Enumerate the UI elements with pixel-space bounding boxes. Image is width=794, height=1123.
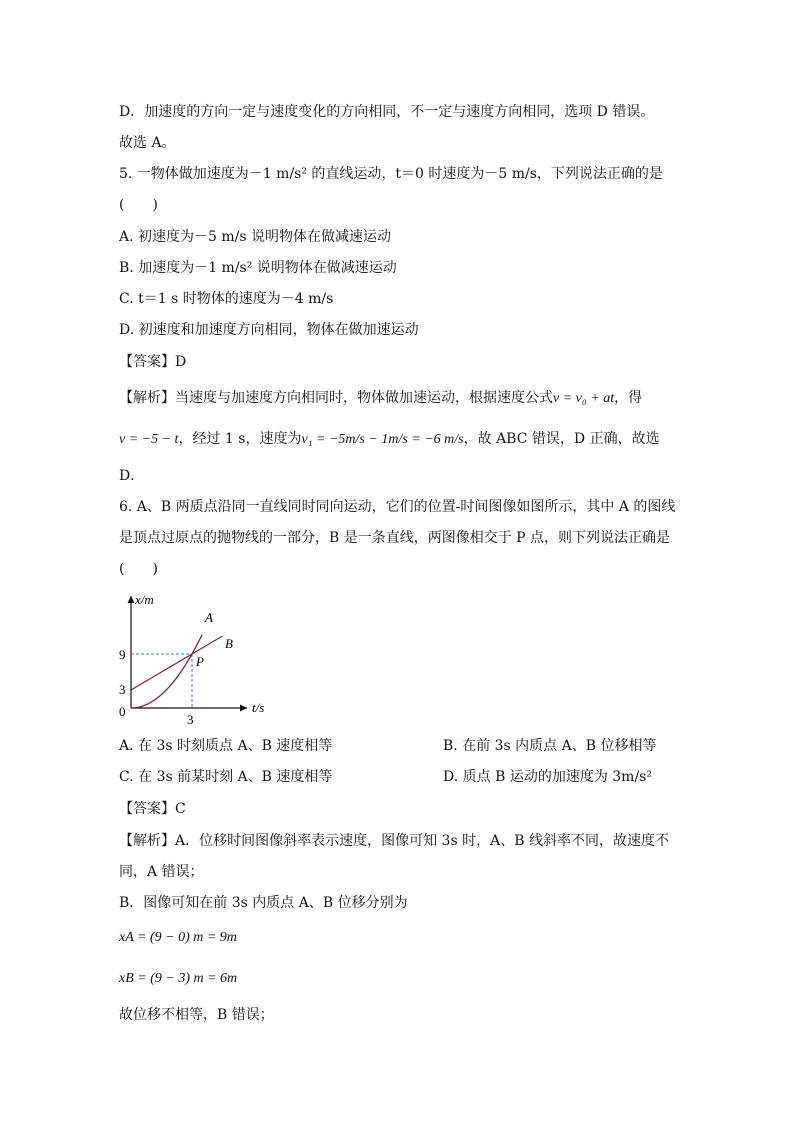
line-b xyxy=(131,636,223,690)
analysis-line: 同，A 错误； xyxy=(119,864,204,880)
option-b: B. 在前 3s 内质点 A、B 位移相等 xyxy=(443,738,657,754)
option-c: C. t＝1 s 时物体的速度为－4 m/s xyxy=(119,291,334,307)
analysis-line xyxy=(119,388,642,409)
curve-a xyxy=(131,635,202,709)
option-b: B. 加速度为－1 m/s² 说明物体在做减速运动 xyxy=(119,260,397,276)
origin-label: 0 xyxy=(119,704,126,719)
analysis-line: 故位移不相等，B 错误； xyxy=(119,1007,274,1023)
answer-blank: ( ) xyxy=(119,197,158,213)
position-time-graph xyxy=(115,590,275,730)
velocity-function: v = −5 − t xyxy=(119,432,179,447)
displacement-b-formula: xB = (9 − 3) m = 6m xyxy=(119,971,238,986)
label-p: P xyxy=(196,654,204,669)
answer-blank: ( ) xyxy=(119,561,158,577)
answer-label: 【答案】C xyxy=(119,801,186,817)
question-6-stem: 是顶点过原点的抛物线的一部分，B 是一条直线，两图像相交于 P 点，则下列说法正确是 xyxy=(119,530,671,546)
analysis-line: D． xyxy=(119,468,145,484)
answer-label: 【答案】D xyxy=(119,354,187,370)
analysis-text: ，故 ABC 错误，D 正确，故选 xyxy=(463,431,660,447)
x-axis-label: t/s xyxy=(252,700,265,715)
text-line: 故选 A。 xyxy=(119,135,176,151)
displacement-a-formula: xA = (9 − 0) m = 9m xyxy=(119,930,237,945)
velocity-calculation: v₁ = −5m/s − 1m/s = −6 m/s xyxy=(301,432,464,447)
analysis-text: 【解析】当速度与加速度方向相同时，物体做加速运动，根据速度公式 xyxy=(119,390,553,406)
y-axis-label: x/m xyxy=(135,592,154,607)
analysis-text: ，经过 1 s，速度为 xyxy=(178,431,302,447)
analysis-line xyxy=(119,429,660,450)
option-d: D. 质点 B 运动的加速度为 3m/s² xyxy=(443,769,652,785)
x-tick-3: 3 xyxy=(187,712,194,727)
analysis-text: ，得 xyxy=(614,390,643,406)
option-d: D. 初速度和加速度方向相同，物体在做加速运动 xyxy=(119,322,419,338)
option-c: C. 在 3s 前某时刻 A、B 速度相等 xyxy=(119,769,333,785)
analysis-line: B．图像可知在前 3s 内质点 A、B 位移分别为 xyxy=(119,895,408,911)
text-line: D．加速度的方向一定与速度变化的方向相同，不一定与速度方向相同，选项 D 错误。 xyxy=(119,104,655,120)
option-a: A. 在 3s 时刻质点 A、B 速度相等 xyxy=(119,738,333,754)
analysis-line: 【解析】A．位移时间图像斜率表示速度，图像可知 3s 时，A、B 线斜率不同，故速度不 xyxy=(119,833,669,849)
question-5-stem: 5. 一物体做加速度为－1 m/s² 的直线运动，t＝0 时速度为－5 m/s，下列说法正确的是 xyxy=(119,166,663,182)
option-a: A. 初速度为－5 m/s 说明物体在做减速运动 xyxy=(119,229,391,245)
velocity-formula: v = v₀ + at xyxy=(553,391,615,406)
question-6-stem: 6. A、B 两质点沿同一直线同时同向运动，它们的位置-时间图像如图所示，其中 A 的图线 xyxy=(119,499,676,515)
y-tick-9: 9 xyxy=(119,647,126,662)
label-b: B xyxy=(225,636,233,651)
label-a: A xyxy=(205,610,213,625)
y-tick-3: 3 xyxy=(119,682,126,697)
